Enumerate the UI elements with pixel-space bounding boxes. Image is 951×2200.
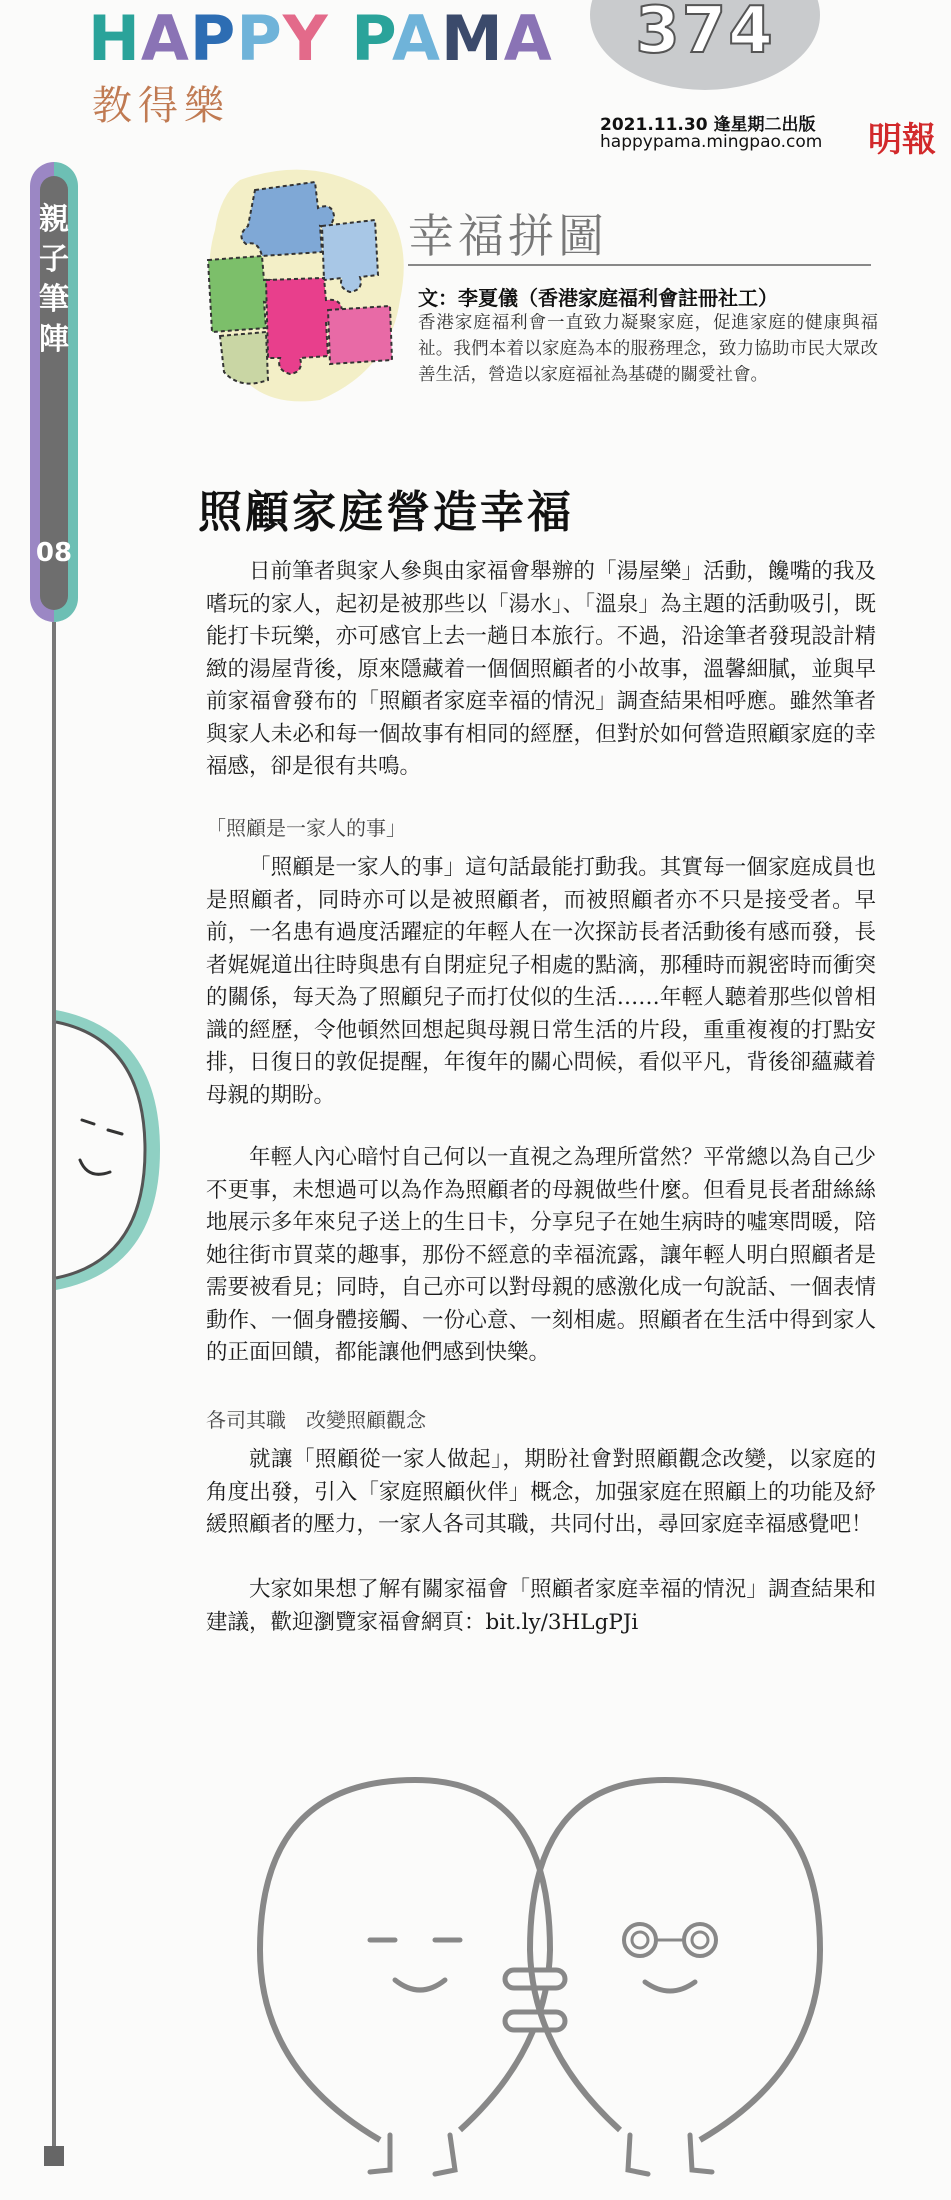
column-rule: [408, 264, 871, 266]
article-subhead-1: 「照顧是一家人的事」: [206, 816, 406, 840]
author-byline: 文：李夏儀（香港家庭福利會註冊社工）: [418, 286, 778, 310]
author-bio: 香港家庭福利會一直致力凝聚家庭，促進家庭的健康與福祉。我們本着以家庭為本的服務理念，致力協助市民大眾改善生活，營造以家庭福祉為基礎的關愛社會。: [418, 313, 878, 385]
article-paragraph-5: 大家如果想了解有關家福會「照顧者家庭幸福的情況」調查結果和建議，歡迎瀏覽家福會網頁：bit.ly/3HLgPJi: [206, 1577, 876, 1635]
column-title: 幸福拼圖: [408, 209, 608, 263]
sidebar-line: [52, 622, 56, 2152]
article-subhead-2: 各司其職 改變照顧觀念: [206, 1408, 426, 1432]
article-paragraph-1: 日前筆者與家人參與由家福會舉辦的「湯屋樂」活動，饞嘴的我及嗜玩的家人，起初是被那些以「湯水」、「溫泉」為主題的活動吸引，既能打卡玩樂，亦可感官上去一趟日本旅行。不過，沿途筆者發現設計精緻的湯屋背後，原來隱藏着一個個照顧者的小故事，溫馨細膩，並與早前家福會發布的「照顧者家庭幸福的情況」調查結果相呼應。雖然筆者與家人未必和每一個故事有相同的經歷，但對於如何營造照顧家庭的幸福感，卻是很有共鳴。: [206, 559, 876, 779]
article-paragraph-3: 年輕人內心暗忖自己何以一直視之為理所當然？平常總以為自己少不更事，未想過可以為作為照顧者的母親做些什麼。但看見長者甜絲絲地展示多年來兒子送上的生日卡，分享兒子在她生病時的噓寒問暖，陪她往街市買菜的趣事，那份不經意的幸福流露，讓年輕人明白照顧者是需要被看見；同時，自己亦可以對母親的感激化成一句說話、一個表情動作、一個身體接觸、一份心意、一刻相處。照顧者在生活中得到家人的正面回饋，都能讓他們感到快樂。: [206, 1145, 876, 1365]
website-link[interactable]: happypama.mingpao.com: [600, 132, 823, 152]
article-headline: 照顧家庭營造幸福: [198, 487, 574, 538]
article-paragraph-4: 就讓「照顧從一家人做起」，期盼社會對照顧觀念改變，以家庭的角度出發，引入「家庭照顧伙伴」概念，加强家庭在照顧上的功能及紓緩照顧者的壓力，一家人各司其職，共同付出，尋回家庭幸福感覺吧！: [206, 1447, 876, 1537]
publication-date: 2021.11.30 逢星期二出版: [600, 115, 816, 135]
sidebar-end-marker: [44, 2146, 64, 2166]
hugging-characters-illustration: [230, 1750, 850, 2190]
peeking-character-illustration: [10, 1010, 170, 1300]
issue-number: 374: [635, 0, 775, 68]
puzzle-illustration: [200, 160, 410, 410]
publisher-logo: 明報: [868, 120, 936, 160]
brand-logo: HAPPY PAMA: [88, 2, 553, 75]
section-title: 親子筆陣: [39, 202, 69, 357]
article-paragraph-2: 「照顧是一家人的事」這句話最能打動我。其實每一個家庭成員也是照顧者，同時亦可以是被照顧者，而被照顧者亦不只是接受者。早前，一名患有過度活躍症的年輕人在一次探訪長者活動後有感而發，長者娓娓道出往時與患有自閉症兒子相處的點滴，那種時而親密時而衝突的關係，每天為了照顧兒子而打仗似的生活……年輕人聽着那些似曾相識的經歷，令他頓然回想起與母親日常生活的片段，重重複複的打點安排，日復日的敦促提醒，年復年的關心問候，看似平凡，背後卻蘊藏着母親的期盼。: [206, 855, 876, 1108]
subbrand: 教得樂: [92, 83, 230, 129]
page-number: 08: [35, 538, 73, 568]
